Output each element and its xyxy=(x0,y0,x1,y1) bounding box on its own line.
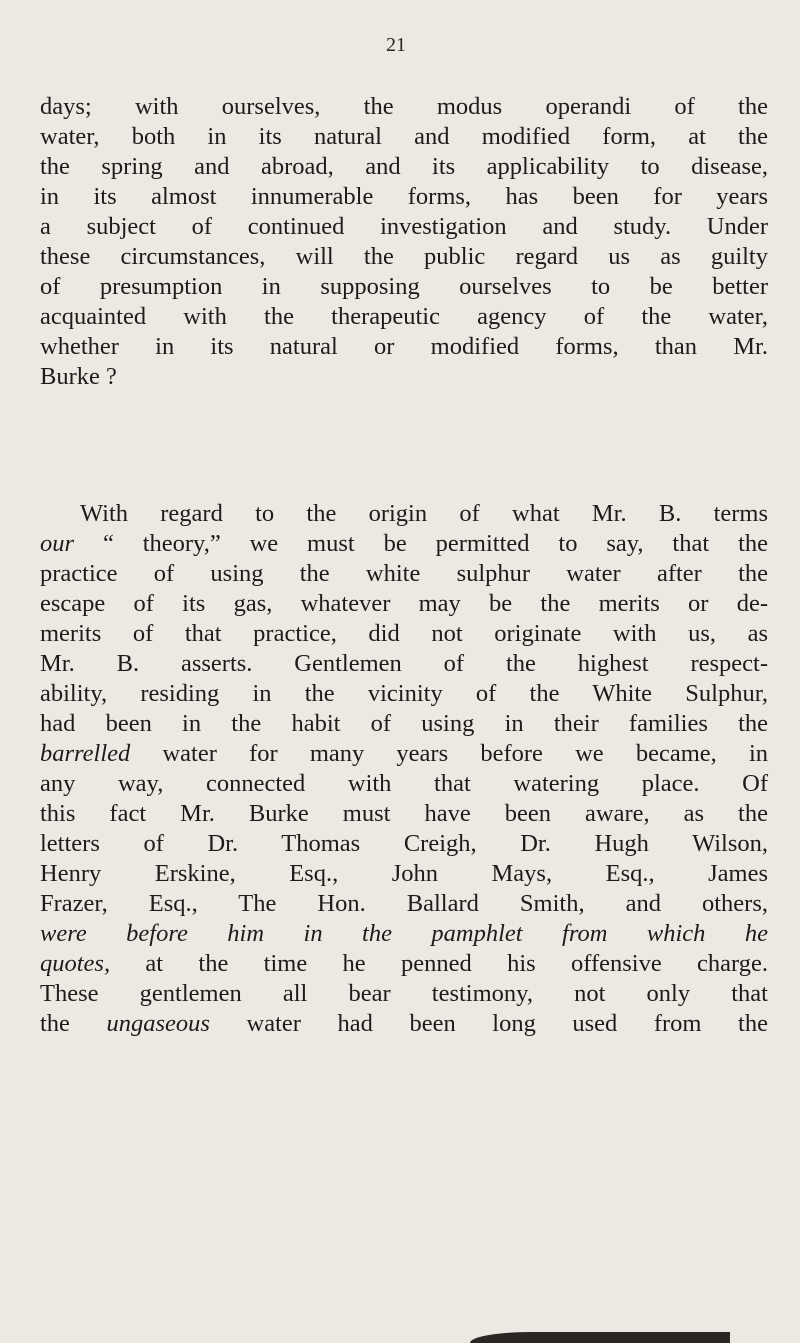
emphasis: ungaseous xyxy=(106,1010,210,1037)
text-line: merits of that practice, did not originate with us, as xyxy=(40,620,768,647)
text-line xyxy=(40,949,768,979)
text-line: acquainted with the therapeutic agency of the water, xyxy=(40,303,768,330)
text-line xyxy=(40,1009,768,1039)
text-line: water, both in its natural and modified form, at the xyxy=(40,123,768,150)
text-line xyxy=(40,919,768,949)
text-line: whether in its natural or modified forms, than Mr. xyxy=(40,333,768,360)
text-run: “ theory,” we must be permitted to say, that the xyxy=(74,530,768,557)
text-line: a subject of continued investigation and study. Under xyxy=(40,213,768,240)
emphasis: our xyxy=(40,530,75,557)
paragraph-1 xyxy=(40,92,768,392)
text-line: this fact Mr. Burke must have been aware, as the xyxy=(40,800,768,827)
text-line: in its almost innumerable forms, has been for years xyxy=(40,183,768,210)
text-run: at the time he penned his offensive charge. xyxy=(110,950,768,977)
text-run: the xyxy=(40,1010,107,1037)
text-line: the spring and abroad, and its applicability to disease, xyxy=(40,153,768,180)
text-line: letters of Dr. Thomas Creigh, Dr. Hugh Wilson, xyxy=(40,830,768,857)
text-line: of presumption in supposing ourselves to be better xyxy=(40,273,768,300)
paragraph-2 xyxy=(40,499,768,1039)
text-run: water had been long used from the xyxy=(209,1010,768,1037)
text-line: practice of using the white sulphur water after the xyxy=(40,560,768,587)
text-line: days; with ourselves, the modus operandi of the xyxy=(40,93,768,120)
text-line: escape of its gas, whatever may be the merits or de- xyxy=(40,590,768,617)
text-line xyxy=(40,529,768,559)
text-line: any way, connected with that watering place. Of xyxy=(40,770,768,797)
text-line: Henry Erskine, Esq., John Mays, Esq., James xyxy=(40,860,768,887)
text-line: Frazer, Esq., The Hon. Ballard Smith, and others, xyxy=(40,890,768,917)
page-edge-shadow xyxy=(470,1332,730,1343)
text-line: Burke ? xyxy=(40,363,117,390)
emphasis: barrelled xyxy=(40,740,131,767)
text-run: water for many years before we became, in xyxy=(130,740,768,767)
emphasis: quotes, xyxy=(40,950,111,977)
page-number: 21 xyxy=(386,34,406,56)
text-line: these circumstances, will the public regard us as guilty xyxy=(40,243,768,270)
text-line: With regard to the origin of what Mr. B. terms xyxy=(80,500,768,527)
text-line xyxy=(40,739,768,769)
text-line: Mr. B. asserts. Gentlemen of the highest respect- xyxy=(40,650,768,677)
text-line: ability, residing in the vicinity of the White Sulphur, xyxy=(40,680,768,707)
text-line: had been in the habit of using in their families the xyxy=(40,710,768,737)
emphasis: were before him in the pamphlet from which he xyxy=(40,920,768,947)
text-line: These gentlemen all bear testimony, not only that xyxy=(40,980,768,1007)
